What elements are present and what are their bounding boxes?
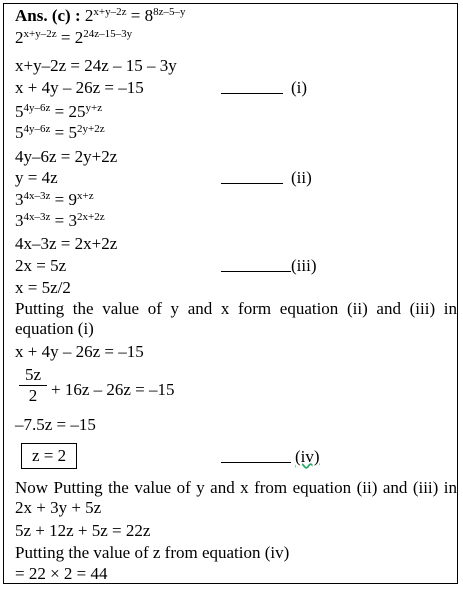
step-7: $3^{4x-3z} = 3^{2x+2z}$ — [15, 211, 105, 230]
step-13: = 22 × 2 = 44 — [15, 564, 108, 583]
step-12: 5z + 12z + 5z = 22z — [15, 521, 151, 540]
equation-iii-tag: (iii) — [221, 256, 317, 276]
equation-i: x + 4y – 26z = –15 — [15, 78, 144, 97]
equation-iii: 2x = 5z — [15, 256, 67, 275]
step-11: –7.5z = –15 — [15, 415, 96, 434]
step-9: x = 5z/2 — [15, 278, 71, 297]
step-8: 4x–3z = 2x+2z — [15, 234, 118, 253]
equation-ii-tag: (ii) — [221, 168, 312, 188]
step-5: 4y–6z = 2y+2z — [15, 147, 118, 166]
answer-label: Ans. (c) : — [15, 6, 81, 25]
fraction-rest: + 16z – 26z = –15 — [51, 380, 175, 399]
step-10: x + 4y – 26z = –15 — [15, 342, 144, 361]
answer-header: Ans. (c) : $2^{x+y-2z} = 8^{8z-5-y}$ — [15, 6, 186, 25]
step-1: $2^{x+y-2z} = 2^{24z-15-3y}$ — [15, 28, 133, 47]
boxed-result: z = 2 — [21, 443, 77, 469]
step-4: $5^{4y-6z} = 5^{2y+2z}$ — [15, 123, 105, 142]
paragraph-3: Putting the value of z from equation (iv) — [15, 543, 290, 562]
step-2: x+y–2z = 24z – 15 – 3y — [15, 56, 177, 75]
paragraph-1: Putting the value of y and x form equation (ii) and (iii) in equation (i) — [15, 299, 457, 338]
equation-iv-tag: (iv) — [221, 447, 320, 467]
paragraph-2: Now Putting the value of y and x from equation (ii) and (iii) in 2x + 3y + 5z — [15, 478, 457, 517]
equation-i-tag: (i) — [221, 78, 307, 98]
step-3: $5^{4y-6z} = 25^{y+z}$ — [15, 102, 103, 121]
fraction: 5z 2 — [19, 366, 47, 405]
equation-ii: y = 4z — [15, 168, 58, 187]
step-6: $3^{4x-3z} = 9^{x+z}$ — [15, 190, 94, 209]
answer-box — [3, 3, 458, 584]
